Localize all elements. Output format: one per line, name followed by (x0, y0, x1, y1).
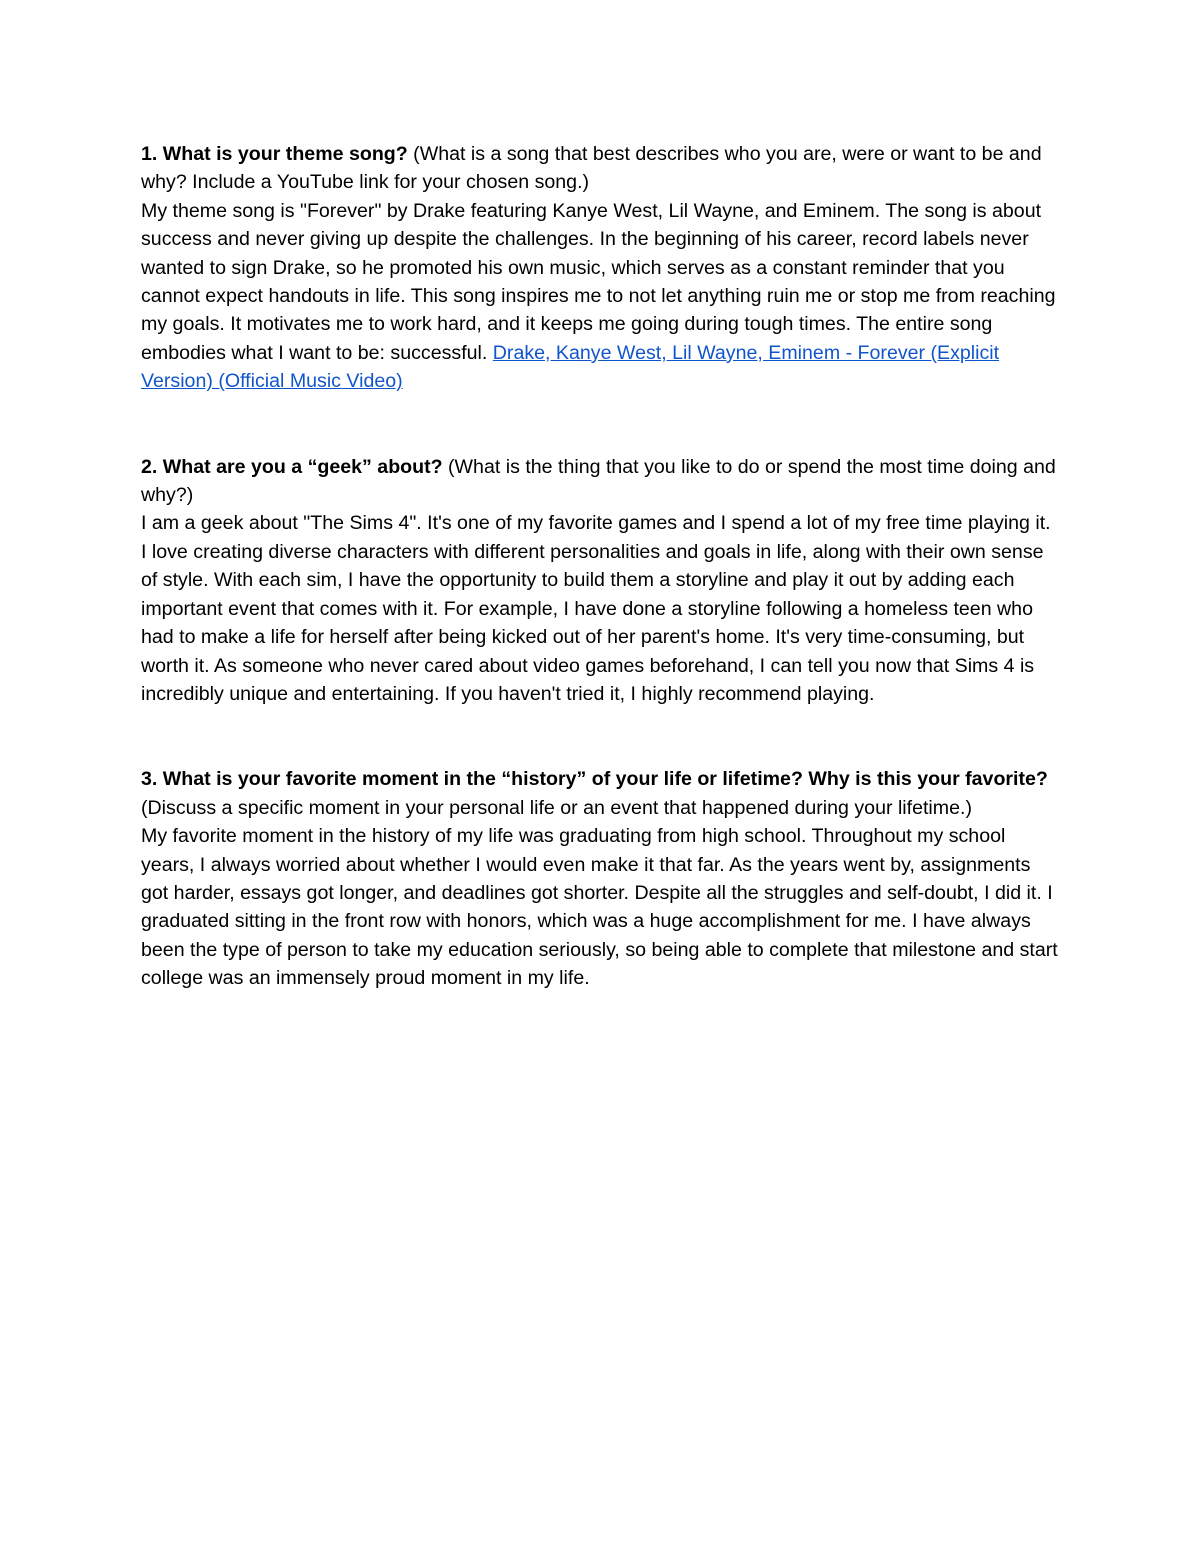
question-note: (What is a song that best describes who you are, were or want to be and why? Include a YouTube link for your chosen song.) (141, 143, 1042, 194)
document-body (141, 140, 1061, 1050)
section-theme-song (141, 140, 1061, 396)
question-note: (Discuss a specific moment in your personal life or an event that happened during your lifetime.) (141, 796, 972, 819)
question-title: 2. What are you a “geek” about? (141, 455, 443, 478)
answer-text: I am a geek about "The Sims 4". It's one of my favorite games and I spend a lot of my free time playing it. I love creating diverse characters with different personalities and goals in life, along with their own sense of style. With each sim, I have the opportunity to build them a storyline and play it out by adding each important event that comes with it. For example, I have done a storyline following a homeless teen who had to make a life for herself after being kicked out of her parent's home. It's very time-consuming, but worth it. As someone who never cared about video games beforehand, I can tell you now that Sims 4 is incredibly unique and entertaining. If you haven't tried it, I highly recommend playing. (141, 512, 1051, 705)
question-title: 3. What is your favorite moment in the “history” of your life or lifetime? Why is this your favorite? (141, 768, 1048, 791)
question-theme-song (141, 140, 1061, 197)
answer-text: My theme song is "Forever" by Drake featuring Kanye West, Lil Wayne, and Eminem. The song is about success and never giving up despite the challenges. In the beginning of his career, record labels never wanted to sign Drake, so he promoted his own music, which serves as a constant reminder that you cannot expect handouts in life. This song inspires me to not let anything ruin me or stop me from reaching my goals. It motivates me to work hard, and it keeps me going during tough times. The entire song embodies what I want to be: successful. (141, 199, 1056, 364)
answer-geek (141, 509, 1061, 708)
question-favorite-moment (141, 765, 1061, 822)
answer-text: My favorite moment in the history of my life was graduating from high school. Throughout my school years, I always worried about whether I would even make it that far. As the years went by, assignments got harder, essays got longer, and deadlines got shorter. Despite all the struggles and self-doubt, I did it. I graduated sitting in the front row with honors, which was a huge accomplishment for me. I have always been the type of person to take my education seriously, so being able to complete that milestone and start college was an immensely proud moment in my life. (141, 825, 1058, 990)
answer-theme-song (141, 197, 1061, 396)
section-geek (141, 453, 1061, 709)
youtube-link[interactable]: Drake, Kanye West, Lil Wayne, Eminem - Forever (Explicit Version) (Official Music Video) (141, 341, 1000, 393)
question-title: 1. What is your theme song? (141, 143, 408, 165)
answer-favorite-moment (141, 822, 1061, 992)
question-geek (141, 453, 1061, 510)
question-note: (What is the thing that you like to do or spend the most time doing and why?) (141, 455, 1056, 507)
section-favorite-moment (141, 765, 1061, 992)
